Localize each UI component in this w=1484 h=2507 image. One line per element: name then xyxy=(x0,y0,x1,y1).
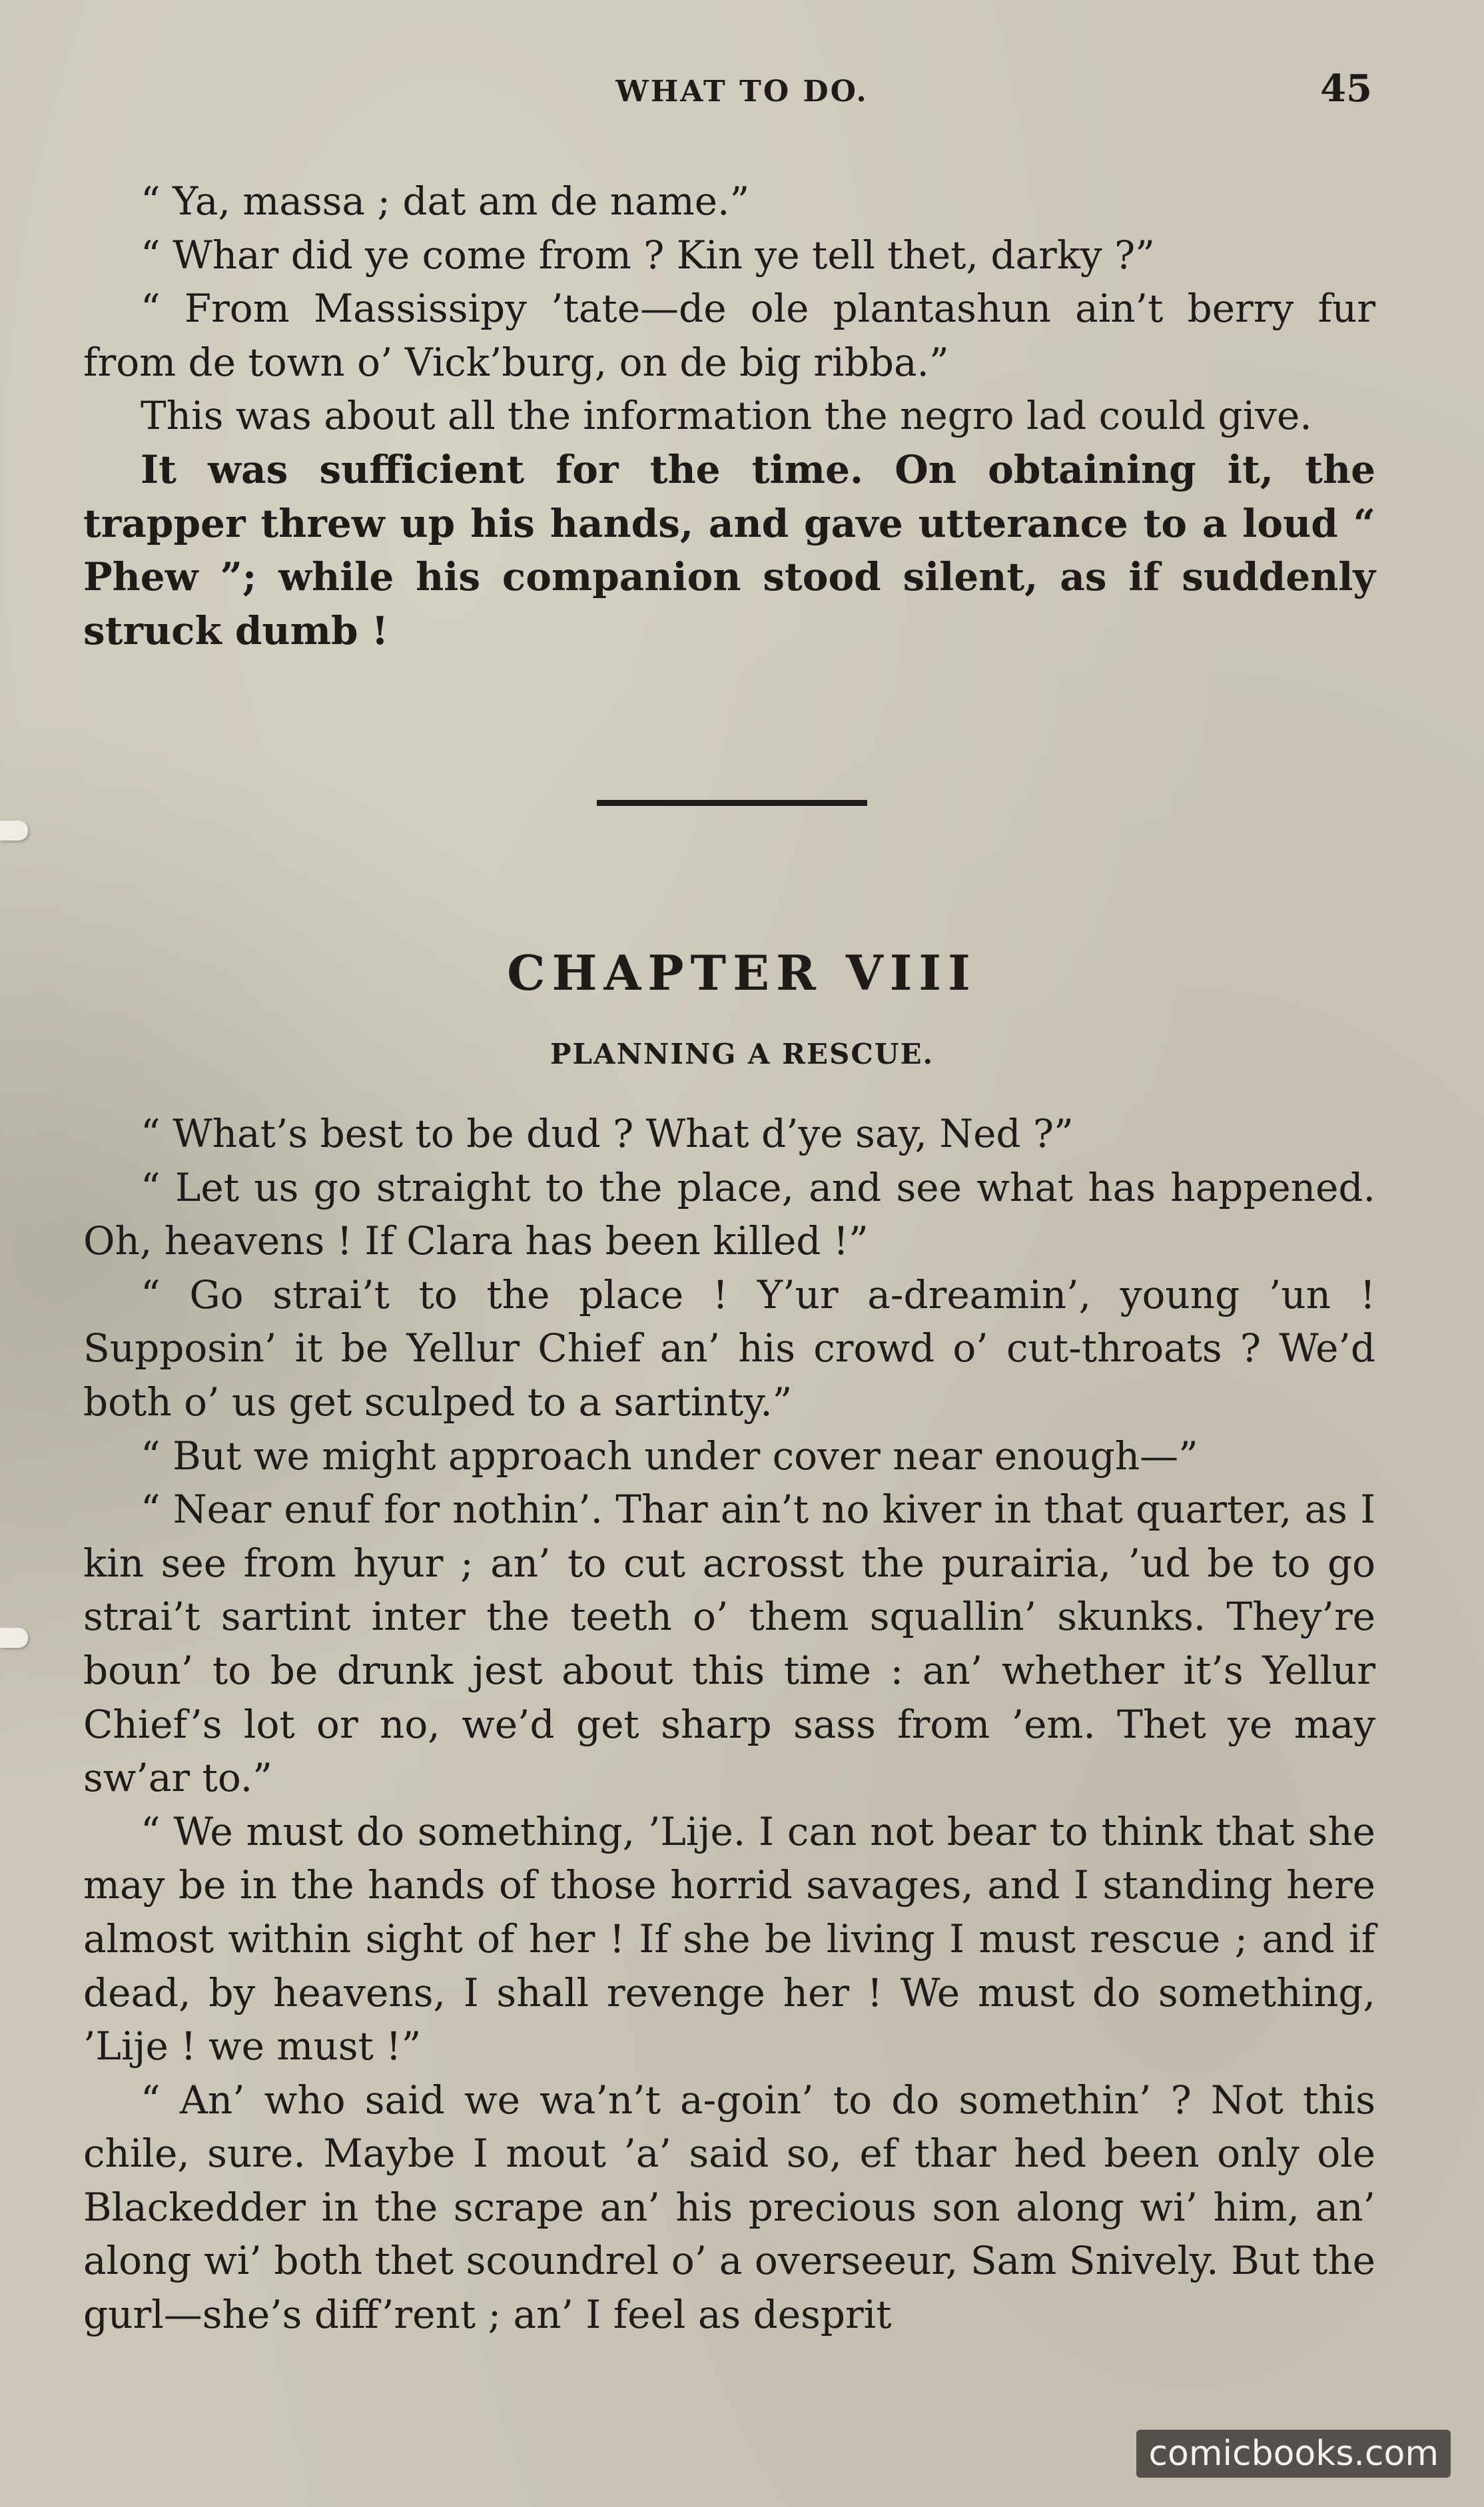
paragraph: “ Near enuf for nothin’. Thar ain’t no kiver in that quarter, as I kin see from hyur ; an’ to cut acrosst the purairia, ’ud be to go strai’t sartint inter the teeth o’ them squallin’ skunks. They’re boun’ to be drunk jest about this time : an’ whether it’s Yellur Chief’s lot or no, we’d get sharp sass from ’em. Thet ye may sw’ar to.” xyxy=(83,1487,1375,1801)
paragraph: It was sufficient for the time. On obtaining it, the trapper threw up his hands, and gave utterance to a loud “ Phew ”; while his companion stood silent, as if suddenly struck dumb ! xyxy=(83,446,1375,653)
page-edge-tab xyxy=(0,821,28,841)
top-text-block xyxy=(83,175,1375,657)
paragraph: “ We must do something, ’Lije. I can not bear to think that she may be in the hands of those horrid savages, and I standing here almost within sight of her ! If she be living I must rescue ; and if dead, by heavens, I shall revenge her ! We must do something, ’Lije ! we must !” xyxy=(83,1808,1375,2069)
running-head: WHAT TO DO. xyxy=(615,75,869,109)
page-edge-tab xyxy=(0,1628,28,1648)
paragraph: “ What’s best to be dud ? What d’ye say, Ned ?” xyxy=(141,1111,1074,1156)
paragraph: This was about all the information the negro lad could give. xyxy=(141,393,1312,439)
watermark: comicbooks.com xyxy=(1136,2430,1451,2478)
paragraph: “ An’ who said we wa’n’t a-goin’ to do somethin’ ? Not this chile, sure. Maybe I mout ’a’ said so, ef thar hed been only ole Blackedder in the scrape an’ his precious son along wi’ him, an’ along wi’ both thet scoundrel o’ a overseeur, Sam Snively. But the gurl—she’s diff’rent ; an’ I feel as desprit xyxy=(83,2077,1375,2338)
paragraph: “ But we might approach under cover near enough—” xyxy=(141,1433,1198,1479)
section-divider xyxy=(597,800,867,806)
paragraph: “ Ya, massa ; dat am de name.” xyxy=(141,179,750,224)
paragraph: “ Whar did ye come from ? Kin ye tell thet, darky ?” xyxy=(141,232,1155,278)
paragraph: “ From Massissipy ’tate—de ole plantashun ain’t berry fur from de town o’ Vick’burg, on de big ribba.” xyxy=(83,286,1375,385)
chapter-title: CHAPTER VIII xyxy=(507,944,977,1001)
chapter-subtitle: PLANNING A RESCUE. xyxy=(550,1038,934,1070)
paragraph: “ Go strai’t to the place ! Y’ur a-dreamin’, young ’un ! Supposin’ it be Yellur Chief an’ his crowd o’ cut-throats ? We’d both o’ us get sculped to a sartinty.” xyxy=(83,1271,1375,1425)
page-number: 45 xyxy=(1320,67,1372,111)
main-text-block xyxy=(83,1107,1375,2342)
paragraph: “ Let us go straight to the place, and see what has happened. Oh, heavens ! If Clara has been killed !” xyxy=(83,1164,1375,1264)
